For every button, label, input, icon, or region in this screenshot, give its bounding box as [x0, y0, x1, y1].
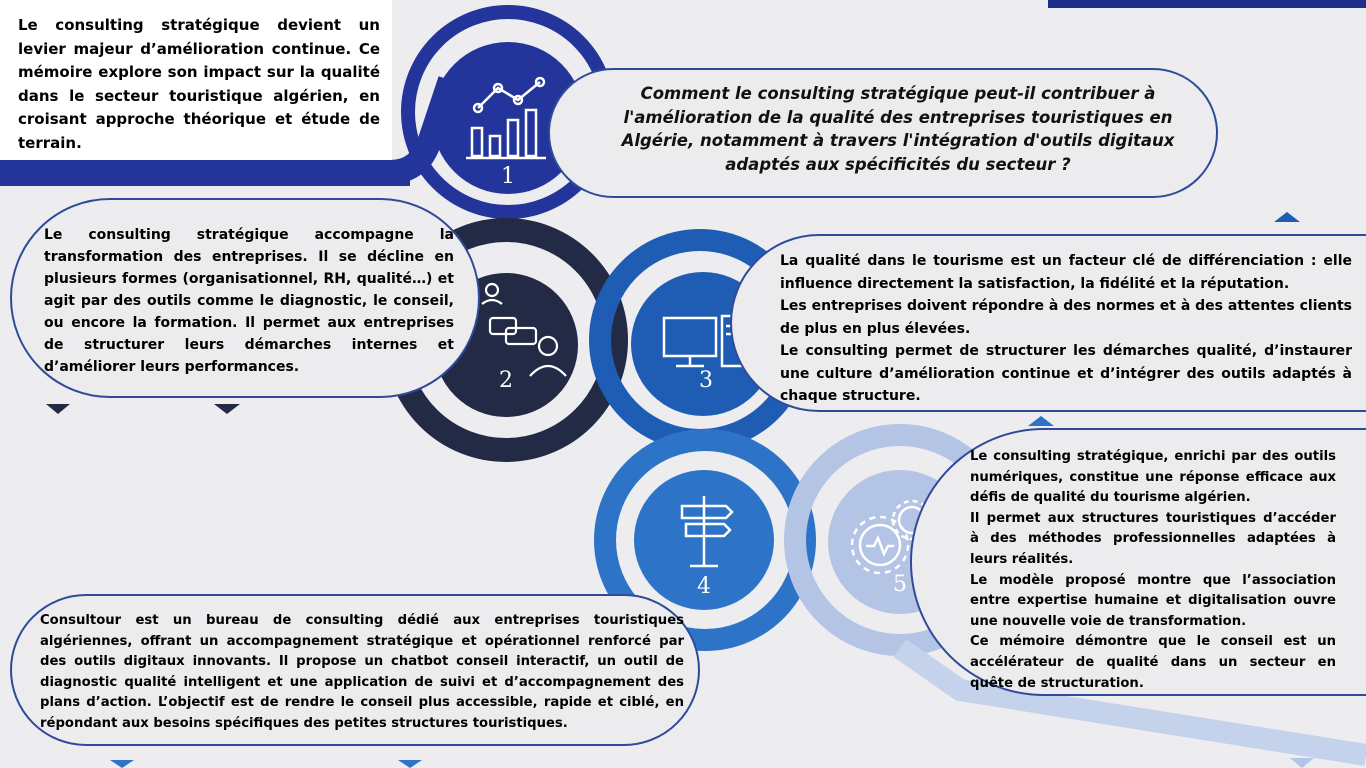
step-5-paragraph: Il permet aux structures touristiques d’accéder à des méthodes professionnelles adaptées à leurs réalités. [970, 510, 1336, 567]
intro-text: Le consulting stratégique devient un levier majeur d’amélioration continue. Ce mémoire explore son impact sur la qualité dans le secteur touristique algérien, en croisant approche théorique et étude de terrain. [18, 16, 380, 152]
triangle-marker [1290, 758, 1314, 768]
step-5-paragraph: Ce mémoire démontre que le conseil est un accélérateur de qualité dans un secteur en quête de structuration. [970, 634, 1336, 691]
step-2-text: Le consulting stratégique accompagne la transformation des entreprises. Il se décline en plusieurs formes (organisationnel, RH, qualité…) et agit par des outils comme le diagnostic, le conseil, ou encore la formation. Il permet aux entreprises de structurer leurs démarches internes et d’améliorer leurs performances. [44, 227, 454, 375]
step-5-text [970, 447, 1336, 694]
step-number-4: 4 [697, 574, 711, 599]
triangle-marker [110, 760, 134, 768]
step-3-text [780, 250, 1352, 408]
step-3-paragraph: Le consulting permet de structurer les démarches qualité, d’instaurer une culture d’amélioration continue et d’intégrer des outils adaptés à chaque structure. [780, 343, 1352, 404]
triangle-marker [214, 404, 240, 414]
triangle-marker [1274, 212, 1300, 222]
step-number-3: 3 [699, 368, 713, 393]
step-number-5: 5 [893, 572, 907, 597]
triangle-marker [1028, 416, 1054, 426]
triangle-marker [398, 760, 422, 768]
step-number-1: 1 [501, 164, 515, 189]
triangle-marker [46, 404, 70, 414]
step-4-text: Consultour est un bureau de consulting dédié aux entreprises touristiques algériennes, offrant un accompagnement stratégique et opérationnel renforcé par des outils digitaux innovants. Il propose un chatbot conseil interactif, un outil de diagnostic qualité intelligent et une application de suivi et d’accompagnement des plans d’action. L’objectif est de rendre le conseil plus accessible, rapide et ciblé, en répondant aux besoins spécifiques des petites structures touristiques. [40, 613, 684, 731]
step-3-paragraph: La qualité dans le tourisme est un facteur clé de différenciation : elle influence directement la satisfaction, la fidélité et la réputation. [780, 253, 1352, 292]
step-5-paragraph: Le modèle proposé montre que l’association entre expertise humaine et digitalisation ouvre une nouvelle voie de transformation. [970, 572, 1336, 629]
top-right-bar [1048, 0, 1366, 8]
step-5-paragraph: Le consulting stratégique, enrichi par des outils numériques, constitue une réponse efficace aux défis de qualité du tourisme algérien. [970, 449, 1336, 506]
research-question: Comment le consulting stratégique peut-il contribuer à l'amélioration de la qualité des entreprises touristiques en Algérie, notamment à travers l'intégration d'outils digitaux adaptés aux spécificités du secteur ? [621, 84, 1175, 174]
step-3-paragraph: Les entreprises doivent répondre à des normes et à des attentes clients de plus en plus élevées. [780, 298, 1352, 337]
step-number-2: 2 [499, 368, 513, 393]
